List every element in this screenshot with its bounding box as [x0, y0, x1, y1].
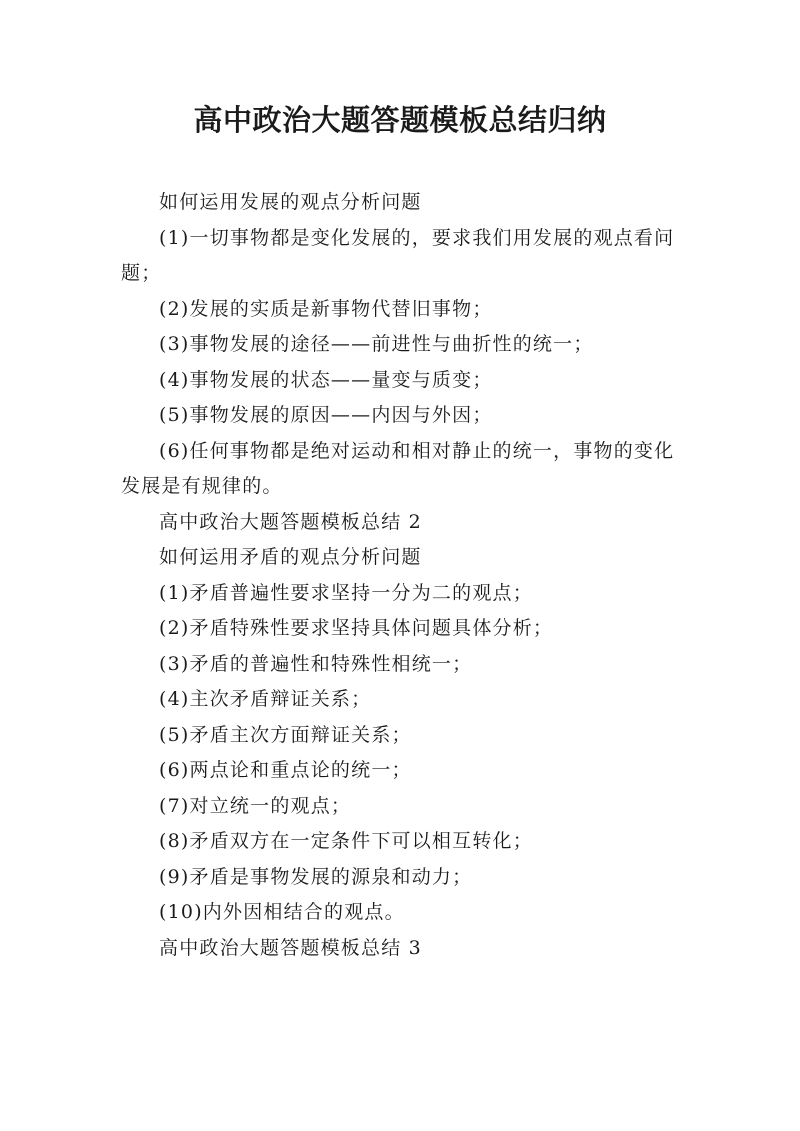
- paragraph: (1)矛盾普遍性要求坚持一分为二的观点；: [159, 581, 533, 604]
- paragraph: (10)内外因相结合的观点。: [159, 901, 405, 923]
- paragraph: (4)主次矛盾辩证关系；: [159, 688, 372, 710]
- paragraph: (6)两点论和重点论的统一；: [159, 759, 412, 781]
- paragraph: (3)矛盾的普遍性和特殊性相统一；: [159, 652, 473, 675]
- paragraph: 如何运用矛盾的观点分析问题: [159, 546, 422, 568]
- paragraph: (2)发展的实质是新事物代替旧事物；: [159, 297, 493, 320]
- paragraph: (1)一切事物都是变化发展的，要求我们用发展的观点看问题；: [121, 226, 675, 284]
- paragraph: (5)事物发展的原因——内因与外因；: [159, 404, 493, 426]
- paragraph: (8)矛盾双方在一定条件下可以相互转化；: [159, 830, 533, 852]
- section-heading: 高中政治大题答题模板总结 2: [159, 510, 422, 533]
- paragraph: (5)矛盾主次方面辩证关系；: [159, 723, 412, 746]
- paragraph: (3)事物发展的途径——前进性与曲折性的统一；: [159, 333, 594, 355]
- section-heading: 高中政治大题答题模板总结 3: [159, 936, 422, 959]
- paragraph: (2)矛盾特殊性要求坚持具体问题具体分析；: [159, 617, 554, 639]
- document-body: [121, 185, 691, 966]
- paragraph: (6)任何事物都是绝对运动和相对静止的统一，事物的变化发展是有规律的。: [121, 439, 675, 497]
- paragraph: (7)对立统一的观点；: [159, 794, 352, 817]
- document-title: 高中政治大题答题模板总结归纳: [193, 103, 607, 137]
- paragraph: (4)事物发展的状态——量变与质变；: [159, 368, 493, 391]
- paragraph: (9)矛盾是事物发展的源泉和动力；: [159, 865, 473, 888]
- paragraph: 如何运用发展的观点分析问题: [159, 191, 422, 213]
